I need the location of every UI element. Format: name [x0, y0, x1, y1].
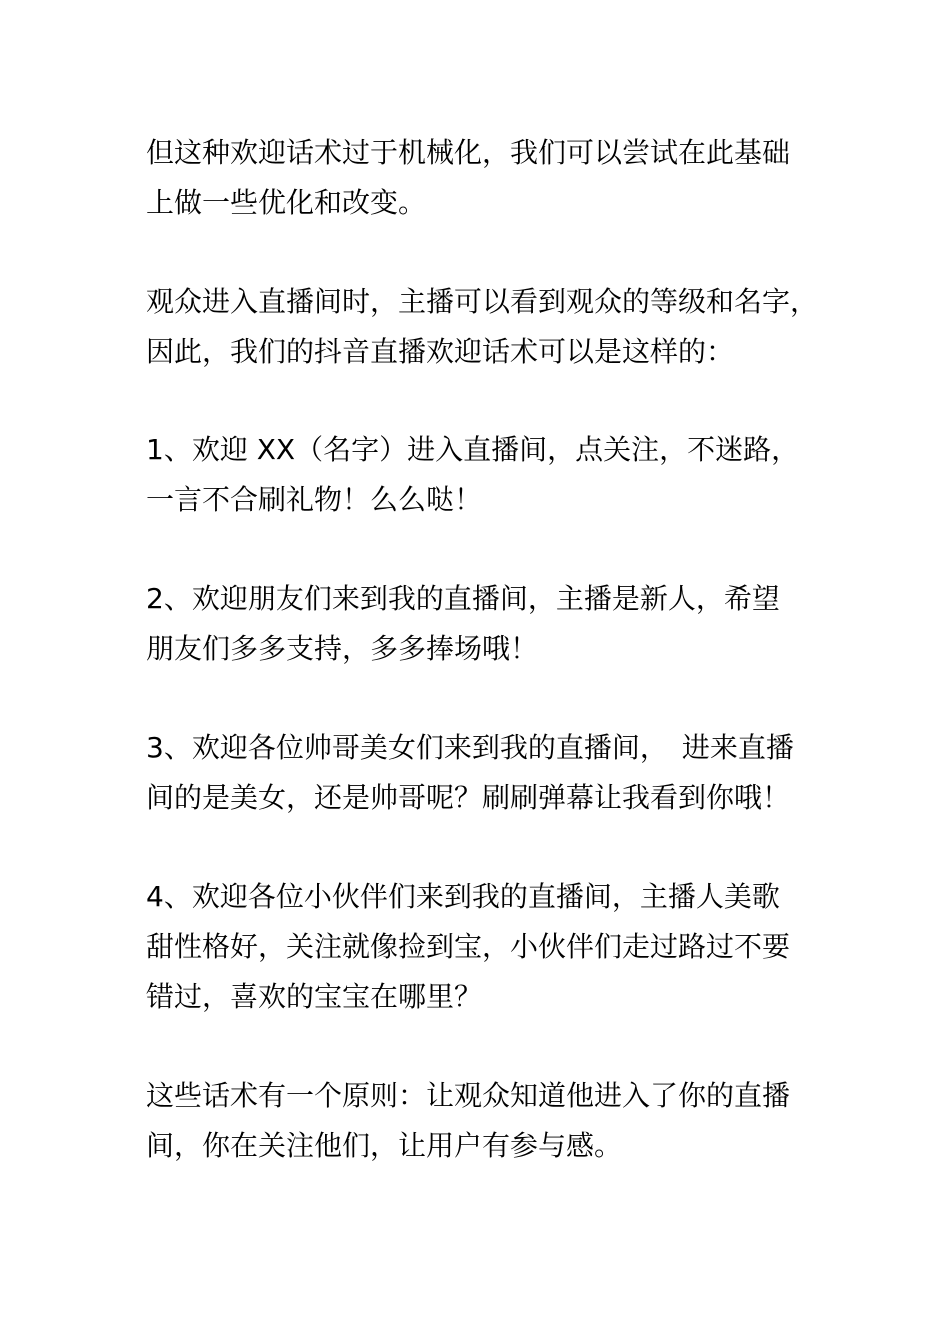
text-line: 一言不合刷礼物！么么哒！ — [146, 483, 483, 516]
text-line: 错过，喜欢的宝宝在哪里？ — [146, 980, 483, 1013]
text-line: 朋友们多多支持，多多捧场哦！ — [146, 632, 539, 665]
text-line: 上做一些优化和改变。 — [146, 186, 427, 219]
text-line: 1、欢迎 XX（名字）进入直播间，点关注，不迷路， — [146, 433, 800, 466]
paragraph-example-3 — [146, 723, 826, 823]
paragraph-context — [146, 277, 826, 377]
text-line: 间的是美女，还是帅哥呢？刷刷弹幕让我看到你哦！ — [146, 781, 791, 814]
text-line: 4、欢迎各位小伙伴们来到我的直播间，主播人美歌 — [146, 880, 780, 913]
paragraph-example-2 — [146, 574, 826, 674]
paragraph-intro — [146, 128, 826, 228]
paragraph-principle — [146, 1071, 826, 1171]
text-line: 3、欢迎各位帅哥美女们来到我的直播间， 进来直播 — [146, 731, 794, 764]
text-line: 甜性格好，关注就像捡到宝，小伙伴们走过路过不要 — [146, 930, 791, 963]
text-line: 间，你在关注他们，让用户有参与感。 — [146, 1129, 623, 1162]
text-line: 这些话术有一个原则：让观众知道他进入了你的直播 — [146, 1079, 791, 1112]
text-line: 观众进入直播间时，主播可以看到观众的等级和名字， — [146, 285, 819, 318]
paragraph-example-1 — [146, 425, 826, 525]
text-line: 2、欢迎朋友们来到我的直播间，主播是新人，希望 — [146, 582, 780, 615]
text-line: 但这种欢迎话术过于机械化，我们可以尝试在此基础 — [146, 136, 791, 169]
paragraph-example-4 — [146, 872, 826, 1022]
text-line: 因此，我们的抖音直播欢迎话术可以是这样的： — [146, 335, 735, 368]
